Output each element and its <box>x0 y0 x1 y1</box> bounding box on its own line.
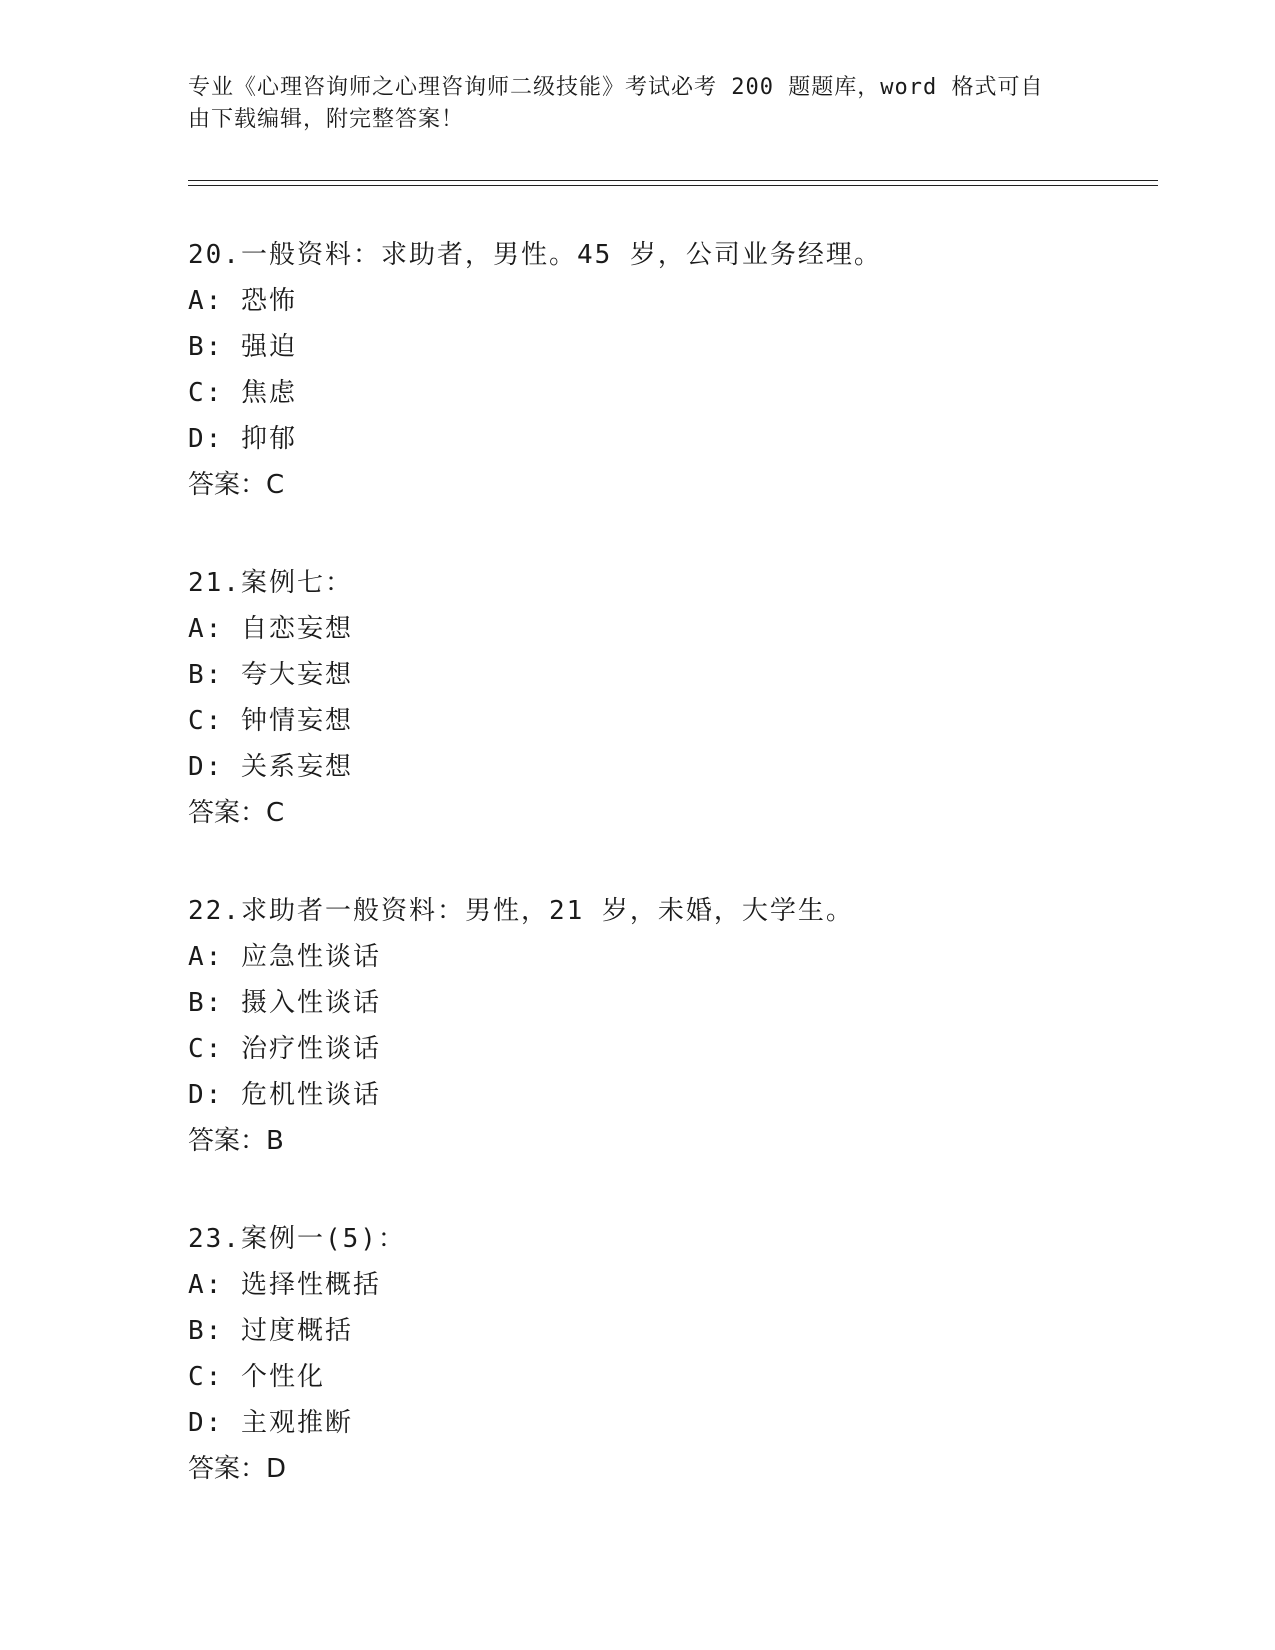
option-b: B: 夸大妄想 <box>188 660 353 690</box>
answer-line: 答案：C <box>188 798 285 828</box>
question-20 <box>188 232 1148 508</box>
option-d: D: 关系妄想 <box>188 752 353 782</box>
option-a: A: 自恋妄想 <box>188 614 353 644</box>
question-stem: 22.求助者一般资料：男性，21 岁，未婚，大学生。 <box>188 896 854 926</box>
question-23 <box>188 1216 1148 1492</box>
option-b: B: 摄入性谈话 <box>188 988 381 1018</box>
answer-line: 答案：D <box>188 1454 287 1484</box>
question-stem: 20.一般资料：求助者，男性。45 岁，公司业务经理。 <box>188 240 882 270</box>
option-d: D: 主观推断 <box>188 1408 353 1438</box>
header-divider-top <box>188 180 1158 181</box>
answer-line: 答案：C <box>188 470 285 500</box>
header-line-1: 专业《心理咨询师之心理咨询师二级技能》考试必考 200 题题库，word 格式可自 <box>188 75 1044 100</box>
option-d: D: 抑郁 <box>188 424 297 454</box>
question-list <box>188 232 1148 1544</box>
question-22 <box>188 888 1148 1164</box>
option-c: C: 焦虑 <box>188 378 297 408</box>
option-b: B: 强迫 <box>188 332 297 362</box>
option-a: A: 选择性概括 <box>188 1270 381 1300</box>
option-a: A: 恐怖 <box>188 286 297 316</box>
question-stem: 23.案例一(5)： <box>188 1224 406 1254</box>
option-d: D: 危机性谈话 <box>188 1080 381 1110</box>
answer-line: 答案：B <box>188 1126 284 1156</box>
option-c: C: 个性化 <box>188 1362 325 1392</box>
question-21 <box>188 560 1148 836</box>
document-header <box>188 72 1068 136</box>
header-line-2: 由下载编辑，附完整答案！ <box>188 107 465 132</box>
question-stem: 21.案例七： <box>188 568 353 598</box>
option-c: C: 钟情妄想 <box>188 706 353 736</box>
header-divider-bottom <box>188 185 1158 186</box>
option-b: B: 过度概括 <box>188 1316 353 1346</box>
option-c: C: 治疗性谈话 <box>188 1034 381 1064</box>
option-a: A: 应急性谈话 <box>188 942 381 972</box>
